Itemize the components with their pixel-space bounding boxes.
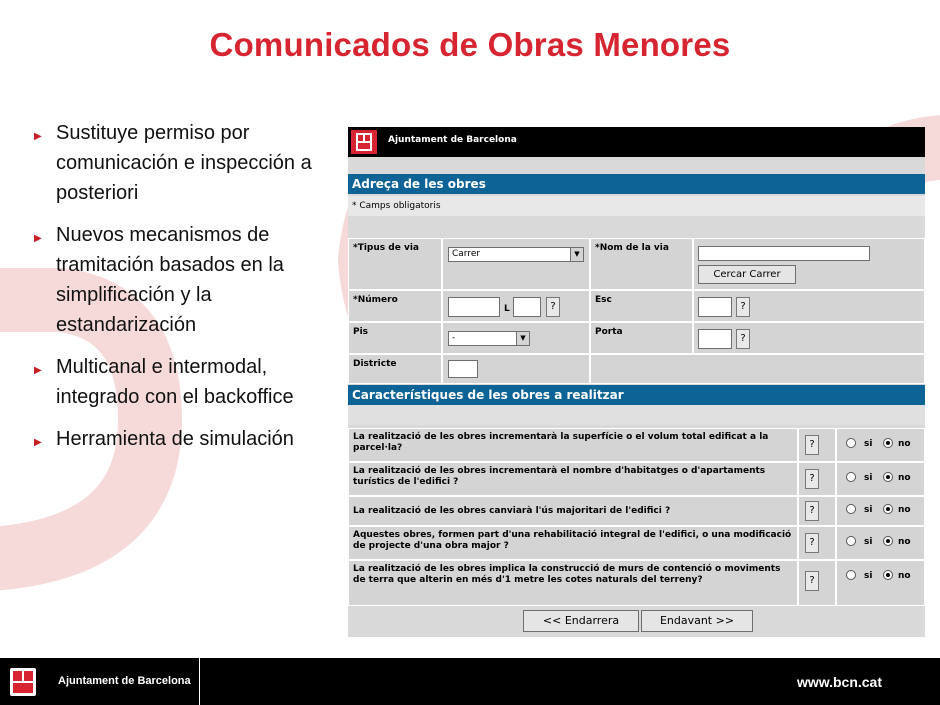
bullet-arrow-icon: ▶	[34, 233, 42, 244]
radio-si[interactable]	[846, 472, 856, 482]
options-cell	[836, 526, 925, 560]
label-cell	[348, 290, 442, 322]
radio-no-label: no	[898, 473, 911, 483]
bullet-item	[34, 352, 334, 412]
footer-org-name: Ajuntament de Barcelona	[58, 675, 191, 687]
field-cell	[442, 238, 590, 290]
help-cell	[798, 526, 836, 560]
footer-url[interactable]: www.bcn.cat	[796, 674, 882, 690]
options-cell	[836, 560, 925, 606]
radio-si[interactable]	[846, 438, 856, 448]
chevron-down-icon[interactable]: ▼	[570, 248, 583, 261]
help-button[interactable]: ?	[805, 501, 819, 521]
footer-bar	[0, 658, 940, 705]
nom-via-input[interactable]	[698, 246, 870, 261]
cercar-carrer-button[interactable]: Cercar Carrer	[698, 265, 796, 284]
radio-no[interactable]	[883, 438, 893, 448]
radio-no-label: no	[898, 505, 911, 515]
help-button[interactable]: ?	[546, 297, 560, 317]
bullet-item	[34, 424, 334, 454]
bullet-text: Herramienta de simulación	[56, 428, 294, 450]
required-note: * Camps obligatoris	[348, 196, 925, 216]
help-cell	[798, 560, 836, 606]
field-cell	[442, 290, 590, 322]
label-cell	[348, 238, 442, 290]
back-button[interactable]: << Endarrera	[523, 610, 639, 632]
bullet-text: Nuevos mecanismos de tramitación basados en la simplificación y la estandarización	[56, 224, 284, 336]
bullet-arrow-icon: ▶	[34, 131, 42, 142]
options-cell	[836, 496, 925, 526]
bullet-arrow-icon: ▶	[34, 365, 42, 376]
form-screenshot	[348, 127, 925, 637]
radio-no-label: no	[898, 571, 911, 581]
question-cell	[348, 496, 798, 526]
help-cell	[798, 496, 836, 526]
question-text: La realització de les obres implica la construcció de murs de contenció o moviments de terra que alterin en més d'1 metre les cotes naturals del terreny?	[353, 564, 781, 585]
porta-label: Porta	[595, 327, 623, 337]
pis-select[interactable]	[448, 331, 530, 346]
question-cell	[348, 526, 798, 560]
bullet-text: Multicanal e intermodal, integrado con el backoffice	[56, 356, 294, 408]
radio-no[interactable]	[883, 504, 893, 514]
pis-value: -	[452, 333, 456, 343]
help-button[interactable]: ?	[736, 297, 750, 317]
radio-no-label: no	[898, 537, 911, 547]
barcelona-shield-icon	[8, 667, 38, 697]
radio-si-label: si	[864, 473, 873, 483]
chevron-down-icon[interactable]: ▼	[516, 332, 529, 345]
tipus-via-label: *Tipus de via	[353, 243, 419, 253]
help-button[interactable]: ?	[805, 533, 819, 553]
radio-si-label: si	[864, 439, 873, 449]
label-cell	[590, 290, 693, 322]
section-characteristics-title: Característiques de les obres a realitzar	[348, 385, 925, 405]
radio-no-label: no	[898, 439, 911, 449]
districte-input[interactable]	[448, 360, 478, 378]
numero-separator: L	[504, 304, 510, 314]
radio-si[interactable]	[846, 536, 856, 546]
next-button[interactable]: Endavant >>	[641, 610, 753, 632]
slide-title: Comunicados de Obras Menores	[209, 26, 731, 63]
spacer-row	[348, 405, 925, 425]
question-cell	[348, 560, 798, 606]
esc-input[interactable]	[698, 297, 732, 317]
empty-cell	[590, 354, 925, 384]
form-header-title: Ajuntament de Barcelona	[388, 135, 517, 145]
label-cell	[348, 322, 442, 354]
help-cell	[798, 462, 836, 496]
form-header	[348, 127, 925, 157]
radio-no[interactable]	[883, 536, 893, 546]
label-cell	[590, 238, 693, 290]
nom-via-label: *Nom de la via	[595, 243, 669, 253]
bullet-arrow-icon: ▶	[34, 437, 42, 448]
bullet-item	[34, 118, 334, 208]
numero-label: *Número	[353, 295, 398, 305]
field-cell	[442, 354, 590, 384]
districte-label: Districte	[353, 359, 397, 369]
porta-input[interactable]	[698, 329, 732, 349]
help-button[interactable]: ?	[736, 329, 750, 349]
question-cell	[348, 462, 798, 496]
question-text: La realització de les obres canviarà l'ús majoritari de l'edifici ?	[353, 506, 671, 516]
options-cell	[836, 462, 925, 496]
radio-si[interactable]	[846, 504, 856, 514]
numero-input[interactable]	[448, 297, 500, 317]
pis-label: Pis	[353, 327, 369, 337]
radio-si-label: si	[864, 505, 873, 515]
help-button[interactable]: ?	[805, 435, 819, 455]
tipus-via-value: Carrer	[452, 249, 481, 259]
field-cell	[693, 238, 925, 290]
help-button[interactable]: ?	[805, 571, 819, 591]
help-button[interactable]: ?	[805, 469, 819, 489]
radio-no[interactable]	[883, 472, 893, 482]
question-cell	[348, 428, 798, 462]
field-cell	[693, 322, 925, 354]
help-cell	[798, 428, 836, 462]
question-text: Aquestes obres, formen part d'una rehabilitació integral de l'edifici, o una modificació de projecte d'una obra major ?	[353, 530, 792, 551]
numero-extra-input[interactable]	[513, 297, 541, 317]
section-address-title: Adreça de les obres	[348, 174, 925, 194]
radio-si[interactable]	[846, 570, 856, 580]
field-cell	[693, 290, 925, 322]
radio-si-label: si	[864, 537, 873, 547]
bullet-text: Sustituye permiso por comunicación e inspección a posteriori	[56, 122, 312, 204]
radio-si-label: si	[864, 571, 873, 581]
options-cell	[836, 428, 925, 462]
bullet-list	[34, 118, 334, 466]
field-cell	[442, 322, 590, 354]
tipus-via-select[interactable]	[448, 247, 584, 262]
bullet-item	[34, 220, 334, 340]
footer-separator	[199, 658, 200, 705]
question-text: La realització de les obres incrementarà el nombre d'habitatges o d'apartaments turístics de l'edifici ?	[353, 466, 766, 487]
question-text: La realització de les obres incrementarà la superfície o el volum total edificat a la parcel·la?	[353, 432, 769, 453]
radio-no[interactable]	[883, 570, 893, 580]
barcelona-shield-icon	[351, 130, 377, 154]
label-cell	[348, 354, 442, 384]
label-cell	[590, 322, 693, 354]
esc-label: Esc	[595, 295, 612, 305]
